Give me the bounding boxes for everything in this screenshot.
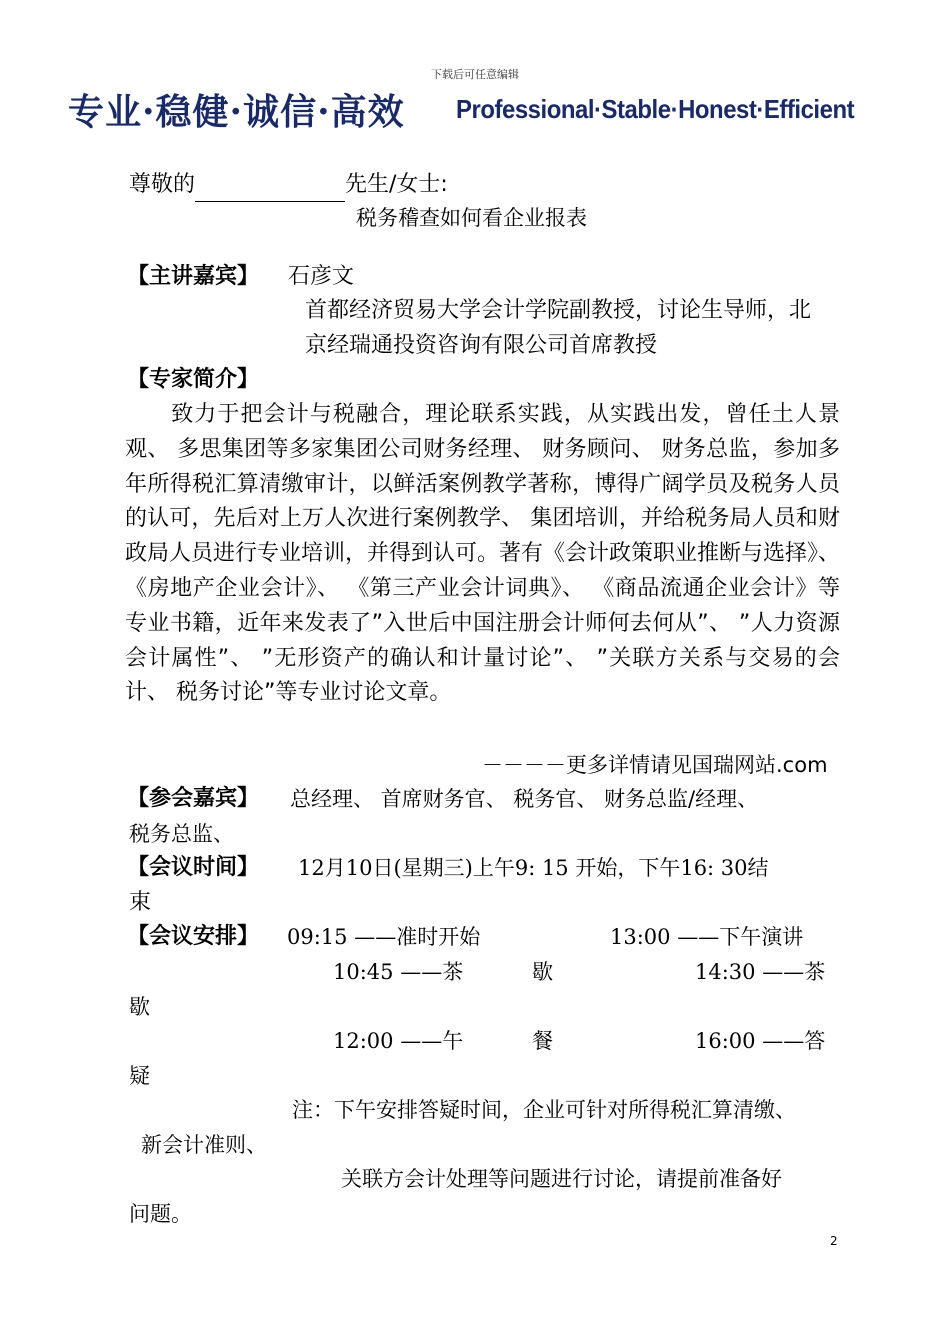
attendees-label: 【参会嘉宾】	[127, 786, 260, 811]
speaker-name: 石彦文	[288, 264, 355, 289]
schedule-item-1200-cont: 餐	[532, 1029, 553, 1053]
schedule-item-1600-cont: 疑	[129, 1064, 150, 1088]
schedule-item-1200: 12:00 ——午	[333, 1029, 464, 1053]
speaker-title-line2: 京经瑞通投资咨询有限公司首席教授	[305, 333, 658, 358]
note-line2: 新会计准则、	[141, 1133, 267, 1157]
greeting	[129, 168, 448, 202]
attendees-line1: 总经理、 首席财务官、 税务官、 财务总监/经理、	[290, 787, 759, 811]
time-line1: 12月10日(星期三)上午9: 15 开始，下午16: 30结	[298, 856, 769, 880]
page-number: 2	[830, 1234, 838, 1248]
bio-label: 【专家简介】	[127, 367, 260, 392]
time-label: 【会议时间】	[127, 855, 260, 880]
bio-text: 致力于把会计与税融合，理论联系实践，从实践出发，曾任土人景观、 多思集团等多家集团公司财务经理、 财务顾问、 财务总监，参加多年所得税汇算清缴审计，以鲜活案例教学著称，博得广阔学员及税务人员的认可，先后对上万人次进行案例教学、 集团培训，并给税务局人员和财政局人员进行专业培训，并得到认可。著有《会计政策职业推断与选择》、 《房地产企业会计》、 《第三产业会计词典》、 《商品流通企业会计》等专业书籍，近年来发表了”入世后中国注册会计师何去何从”、 ”人力资源会计属性”、 ”无形资产的确认和计量讨论”、 ”关联方关系与交易的会计、 税务讨论”等专业讨论文章。	[125, 402, 841, 706]
header-chinese-slogan: 专业·稳健·诚信·高效	[68, 91, 405, 133]
attendees-line2: 税务总监、	[129, 822, 234, 846]
header-english-slogan: Professional·Stable·Honest·Efficient	[456, 94, 855, 124]
note-line4: 问题。	[129, 1202, 192, 1226]
schedule-item-1045-cont: 歇	[532, 960, 553, 984]
more-info-link-text: －－－－更多详情请见国瑞网站.com	[482, 753, 828, 777]
page-title: 税务稽查如何看企业报表	[356, 206, 587, 230]
speaker-title-line1: 首都经济贸易大学会计学院副教授，讨论生导师，北	[305, 298, 812, 323]
top-note: 下载后可任意编辑	[431, 68, 519, 81]
name-blank	[195, 179, 345, 202]
schedule-item-1300: 13:00 ——下午演讲	[610, 925, 804, 949]
schedule-item-1430-cont: 歇	[129, 995, 150, 1019]
schedule-item-1430: 14:30 ——茶	[695, 960, 826, 984]
time-line2: 束	[129, 890, 152, 915]
speaker-label: 【主讲嘉宾】	[127, 264, 260, 289]
schedule-item-1600: 16:00 ——答	[695, 1029, 826, 1053]
schedule-item-0915: 09:15 ——准时开始	[287, 925, 481, 949]
note-line3: 关联方会计处理等问题进行讨论，请提前准备好	[341, 1167, 782, 1191]
schedule-label: 【会议安排】	[127, 924, 260, 949]
greeting-prefix: 尊敬的	[129, 172, 196, 197]
schedule-item-1045: 10:45 ——茶	[333, 960, 464, 984]
greeting-suffix: 先生/女士:	[345, 172, 448, 197]
note-line1: 注：下午安排答疑时间，企业可针对所得税汇算清缴、	[292, 1098, 796, 1122]
